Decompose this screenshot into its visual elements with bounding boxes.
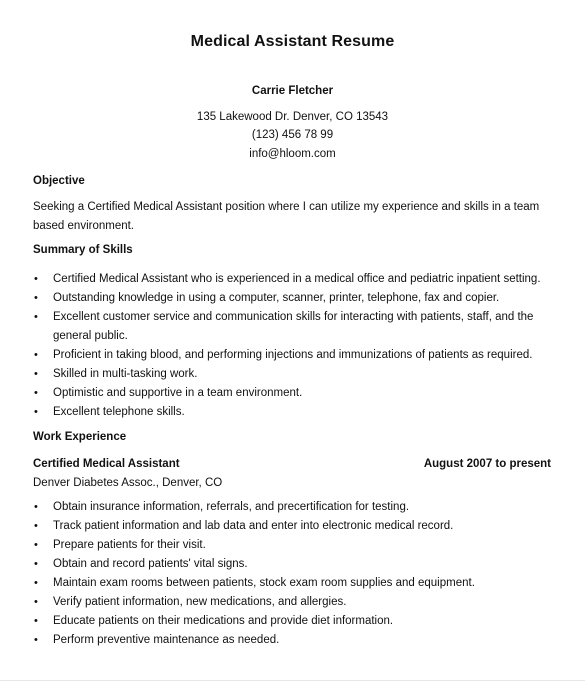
list-item <box>33 270 553 289</box>
list-item <box>33 593 553 612</box>
bullet-icon: • <box>34 596 38 608</box>
bullet-icon: • <box>34 292 38 304</box>
job-dates: August 2007 to present <box>423 458 551 470</box>
bullet-icon: • <box>34 558 38 570</box>
duty-text: Perform preventive maintenance as needed. <box>53 634 280 646</box>
skill-text: Certified Medical Assistant who is experienced in a medical office and pediatric inpatient setting. <box>53 273 541 285</box>
list-item <box>33 555 553 574</box>
employer-name: Denver Diabetes Assoc., Denver, CO <box>33 477 223 489</box>
job-title: Certified Medical Assistant <box>33 458 180 470</box>
list-item <box>33 517 553 536</box>
skill-text: Excellent customer service and communication skills for interacting with patients, staff, and the general public. <box>53 311 534 342</box>
list-item <box>33 612 553 631</box>
bullet-icon: • <box>34 349 38 361</box>
list-item <box>33 498 553 517</box>
bullet-icon: • <box>34 634 38 646</box>
skill-text: Optimistic and supportive in a team environment. <box>53 387 303 399</box>
bullet-icon: • <box>34 406 38 418</box>
candidate-phone: (123) 456 78 99 <box>251 129 334 141</box>
bullet-icon: • <box>34 615 38 627</box>
duty-text: Obtain and record patients' vital signs. <box>53 558 248 570</box>
objective-text: Seeking a Certified Medical Assistant position where I can utilize my experience and skills in a team based environment. <box>33 201 540 232</box>
duty-text: Maintain exam rooms between patients, stock exam room supplies and equipment. <box>53 577 475 589</box>
skill-text: Excellent telephone skills. <box>53 406 185 418</box>
duty-text: Prepare patients for their visit. <box>53 539 206 551</box>
job-header <box>33 458 551 470</box>
skills-list <box>33 270 553 422</box>
list-item <box>33 536 553 555</box>
list-item <box>33 384 553 403</box>
bullet-icon: • <box>34 311 38 323</box>
duty-text: Track patient information and lab data and enter into electronic medical record. <box>53 520 454 532</box>
list-item <box>33 365 553 384</box>
bullet-icon: • <box>34 539 38 551</box>
duty-text: Verify patient information, new medications, and allergies. <box>53 596 347 608</box>
list-item <box>33 574 553 593</box>
objective-heading: Objective <box>33 175 85 187</box>
candidate-email: info@hloom.com <box>249 148 336 160</box>
skill-text: Proficient in taking blood, and performing injections and immunizations of patients as required. <box>53 349 533 361</box>
list-item <box>33 403 553 422</box>
document-title: Medical Assistant Resume <box>190 33 395 50</box>
bullet-icon: • <box>34 368 38 380</box>
duty-text: Educate patients on their medications and provide diet information. <box>53 615 394 627</box>
bullet-icon: • <box>34 501 38 513</box>
bullet-icon: • <box>34 520 38 532</box>
skills-heading: Summary of Skills <box>33 244 133 256</box>
skill-text: Skilled in multi-tasking work. <box>53 368 198 380</box>
list-item <box>33 631 553 650</box>
list-item <box>33 346 553 365</box>
skill-text: Outstanding knowledge in using a computer, scanner, printer, telephone, fax and copier. <box>53 292 500 304</box>
bullet-icon: • <box>34 387 38 399</box>
experience-heading: Work Experience <box>33 431 127 443</box>
list-item <box>33 308 553 346</box>
candidate-name: Carrie Fletcher <box>251 85 334 97</box>
list-item <box>33 289 553 308</box>
bullet-icon: • <box>34 577 38 589</box>
duty-text: Obtain insurance information, referrals, and precertification for testing. <box>53 501 410 513</box>
bullet-icon: • <box>34 273 38 285</box>
candidate-address: 135 Lakewood Dr. Denver, CO 13543 <box>196 111 389 123</box>
duties-list <box>33 498 553 650</box>
